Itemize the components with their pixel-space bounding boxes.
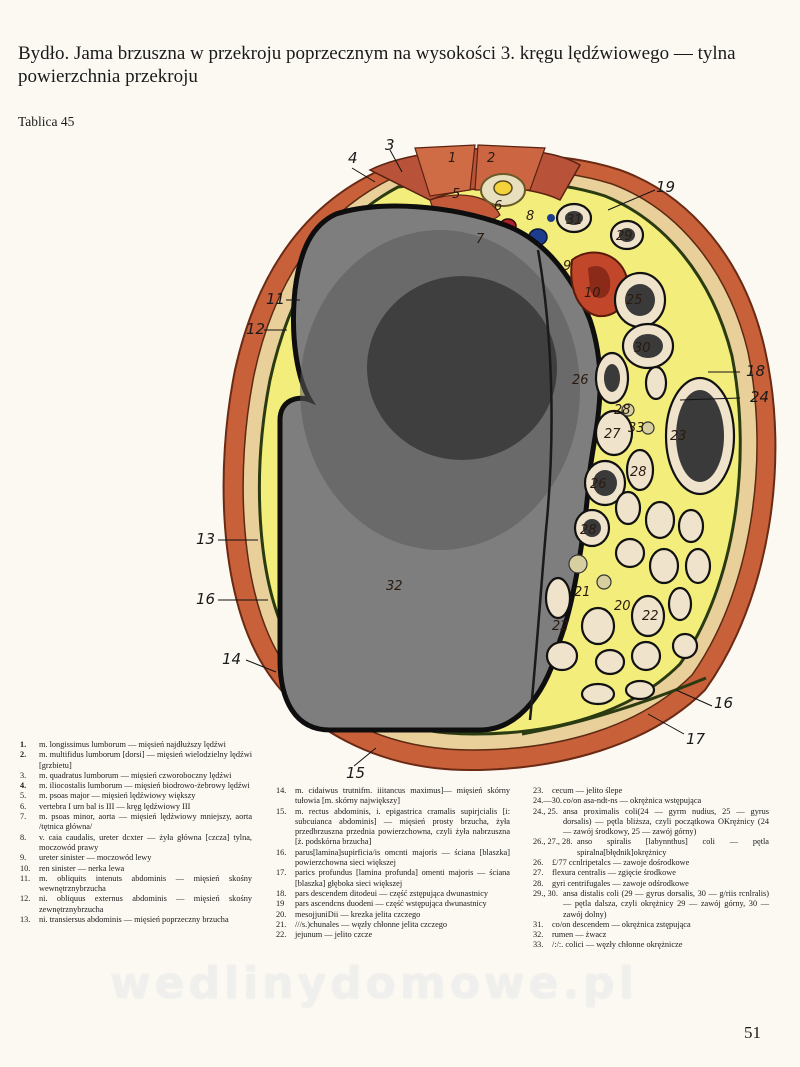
label-26-a: 26 bbox=[572, 373, 589, 388]
label-28-c: 28 bbox=[580, 523, 597, 538]
label-18: 18 bbox=[746, 362, 766, 380]
label-33: 33 bbox=[628, 421, 645, 436]
legend-item: 17. parics profundus [lamina profunda] omenti majoris — ściana [blaszka] głęboka sieci większej bbox=[276, 868, 510, 888]
legend-item: 22. jejunum — jelito czcze bbox=[276, 930, 373, 940]
label-22-b: 22 bbox=[642, 609, 659, 624]
label-8: 8 bbox=[526, 209, 535, 224]
label-31: 31 bbox=[566, 213, 583, 228]
label-30: 30 bbox=[634, 341, 651, 356]
legend-item: 18. pars descendem ditodeui — część zstępująca dwunastnicy bbox=[276, 888, 489, 898]
label-28-b: 28 bbox=[630, 465, 647, 480]
legend-item: 15. m. rectus abdominis, i. epigastrica cramalis supirjcialis [i: subcuianca abdominis] — mięsień prosty brzucha, żyła przedbrzuszna przednia powierzchowna, czyli żyła nabrzuszna [ż. podskórna brzucha] bbox=[276, 806, 510, 847]
label-16-right: 16 bbox=[714, 694, 734, 712]
label-15: 15 bbox=[346, 764, 366, 782]
legend-item: 3. m. quadratus lumborum — mięsień czworoboczny lędźwi bbox=[20, 770, 232, 780]
legend-item: 13. ni. transiersus abdominis — mięsień poprzeczny brzucha bbox=[20, 915, 229, 925]
legend-item: 20. mesojjuniDii — krezka jelita czczego bbox=[276, 909, 421, 919]
label-28-a: 28 bbox=[614, 403, 631, 418]
legend-item: 9. ureter sinister — moczowód lewy bbox=[20, 853, 152, 863]
legend-item: 31. co/on descendem — okrężnica zstępująca bbox=[533, 919, 691, 929]
label-9: 9 bbox=[563, 259, 572, 274]
legend-item: 24.—30. co/on asa-ndt-ns — okrężnica wstępująca bbox=[533, 796, 702, 806]
label-26-b: 26 bbox=[590, 477, 607, 492]
label-1: 1 bbox=[448, 151, 457, 166]
legend-item: 28. gyri centrifugales — zawoje odśrodkowe bbox=[533, 878, 689, 888]
label-14: 14 bbox=[222, 650, 242, 668]
legend-item: 29., 30. ansa distalis coli (29 — gyrus dorsalis, 30 — g/riis rcnlralis) — pętla dalsza, czyli okrężnicy 29 — zawój górny, 30 — zawój dolny) bbox=[533, 888, 769, 919]
watermark: wedlinydomowe.pl bbox=[110, 958, 638, 1009]
legend-item: 12. ni. obliquus externus abdominis — mięsień skośny zewnętrznybrzucha bbox=[20, 894, 252, 914]
legend-item: 8. v. caia caudalis, ureter dcxter — żyła główna [czcza] tylna, moczowód prawy bbox=[20, 832, 252, 852]
label-5: 5 bbox=[452, 187, 461, 202]
legend-item: 11. m. obliquits intenuts abdominis — mięsień skośny wewnętrznybrzucha bbox=[20, 873, 252, 894]
legend-item: 2. m. multifidus lumborum [dorsi] — mięsień wielodzielny lędźwi [grzbietu] bbox=[20, 750, 252, 770]
label-6: 6 bbox=[494, 199, 503, 214]
label-13: 13 bbox=[196, 530, 216, 548]
legend-item: 19 pars ascendcns duodeni — część wstępująca dwunastnicy bbox=[276, 899, 487, 909]
legend-item: 4. m. iliocostalis lumborum — mięsień biodrowo-żebrowy lędźwi bbox=[20, 781, 250, 791]
legend-item: 21. ///s.)chunales — węzły chłonne jelita czczego bbox=[276, 919, 448, 929]
legend-item: 10. ren sinister — nerka lewa bbox=[20, 863, 125, 873]
label-3: 3 bbox=[385, 136, 395, 154]
legend-item: 24., 25. ansa proximalis coli(24 — gyrm nudius, 25 — gyrus dorsalis) — pętla bliższa, czyli początkowa OKrężnicy (24 — zawój środkowy, 25 — zawój górny) bbox=[533, 806, 769, 837]
label-11: 11 bbox=[266, 290, 286, 308]
plate-number: Tablica 45 bbox=[18, 114, 75, 129]
label-25: 25 bbox=[626, 293, 643, 308]
label-27: 27 bbox=[604, 427, 621, 442]
legend-item: 16. parus[lamina]supirficia/is omcnti majoris — ściana [blaszka] powierzchowna sieci większej bbox=[276, 847, 510, 868]
label-20: 20 bbox=[614, 599, 631, 614]
label-17: 17 bbox=[686, 730, 706, 748]
page-title: Bydło. Jama brzuszna w przekroju poprzecznym na wysokości 3. kręgu lędźwiowego — tylna powierzchnia przekroju bbox=[18, 43, 736, 87]
legend-item: 27. flexura centralis — zgięcie środkowe bbox=[533, 868, 676, 878]
legend-column-1 bbox=[20, 740, 252, 925]
label-10: 10 bbox=[584, 286, 601, 301]
label-19: 19 bbox=[656, 178, 676, 196]
label-2: 2 bbox=[487, 151, 496, 166]
cross-section-svg bbox=[180, 135, 780, 782]
page-number: 51 bbox=[744, 1023, 761, 1042]
legend-item: 5. m. psoas major — mięsień lędźwiowy większy bbox=[20, 791, 196, 801]
cross-section-figure bbox=[180, 135, 780, 782]
legend-column-3 bbox=[533, 786, 769, 951]
label-7: 7 bbox=[476, 232, 485, 247]
label-29: 29 bbox=[616, 229, 633, 244]
legend-item: 32. rumen — żwacz bbox=[533, 930, 607, 940]
label-4: 4 bbox=[348, 149, 358, 167]
label-21: 21 bbox=[574, 585, 591, 600]
label-16-left: 16 bbox=[196, 590, 216, 608]
legend-item: 26., 27., 28. anso spiralis [labynnthus] coli — pętla spiralna[błędnik]okrężnicy bbox=[533, 837, 769, 857]
label-24: 24 bbox=[750, 388, 770, 406]
legend-item: 26. £/77 ccnlripetalcs — zawoje dośrodkowe bbox=[533, 858, 690, 868]
label-12: 12 bbox=[246, 320, 266, 338]
label-23: 23 bbox=[670, 429, 687, 444]
legend-item: 1. m. longissimus lumborum — mięsień najdłuższy lędźwi bbox=[20, 740, 226, 749]
legend-column-2 bbox=[276, 786, 510, 940]
label-32: 32 bbox=[386, 579, 403, 594]
legend-item: 14. m. cidaiwus trutnifm. iiitancus maximus]— mięsień skórny tułowia [m. skórny największy] bbox=[276, 786, 510, 806]
legend-item: 23. cecum — jelito ślepe bbox=[533, 786, 623, 795]
legend-item: 6. vertebra I urn bal is III — kręg lędźwiowy III bbox=[20, 801, 191, 811]
legend-item: 33. /:/:. colici — węzły chłonne okrężnicze bbox=[533, 940, 683, 950]
label-22-a: 22 bbox=[552, 619, 569, 634]
legend-item: 7. m. psoas minor, aorta — mięsień lędźwiowy mniejszy, aorta /tętnica główna/ bbox=[20, 812, 252, 832]
